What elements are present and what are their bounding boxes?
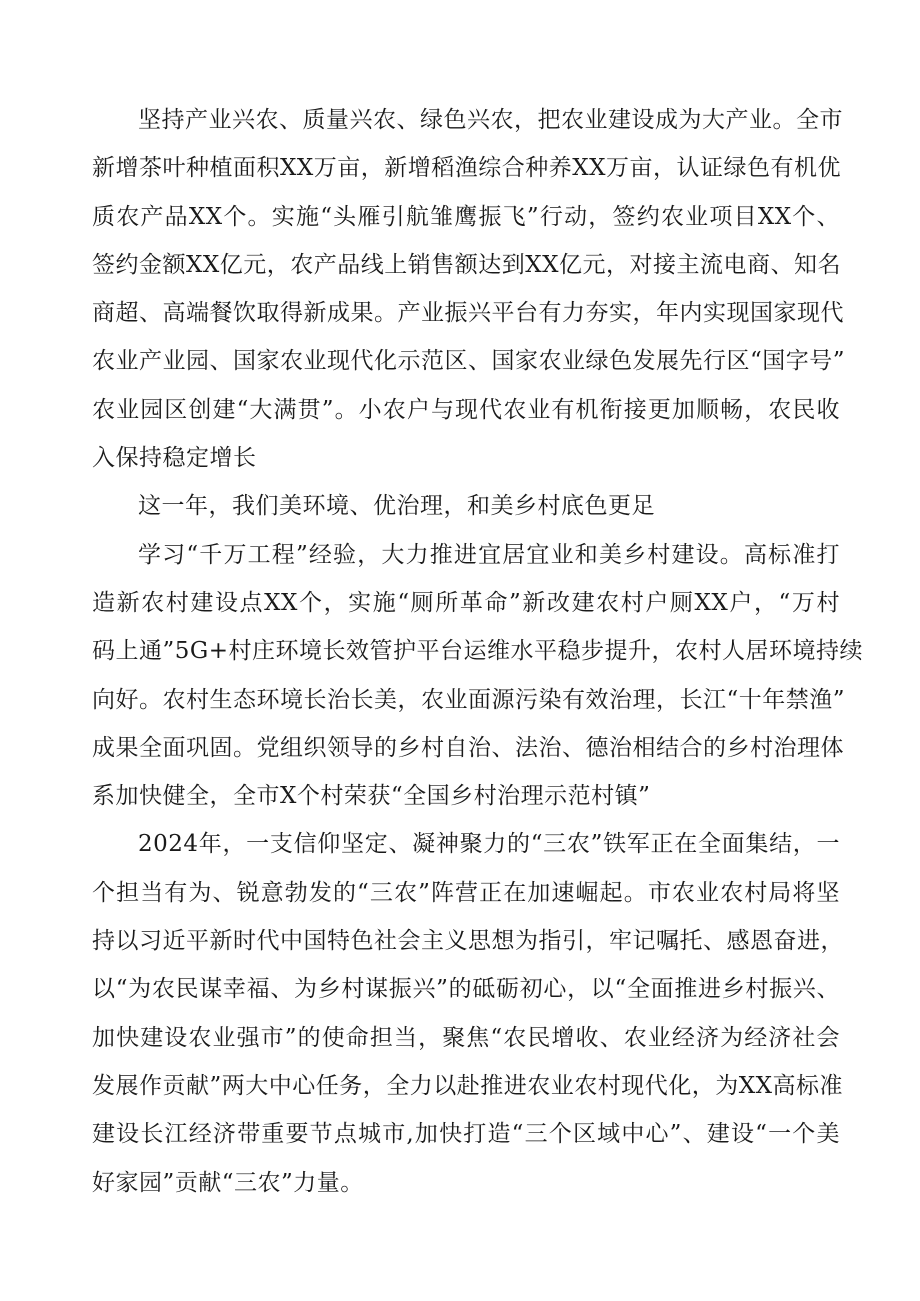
- text-line: 学习“千万工程”经验，大力推进宜居宜业和美乡村建设。高标准打: [138, 541, 840, 568]
- text-line: 个担当有为、锐意勃发的“三农”阵营正在加速崛起。市农业农村局将坚: [92, 879, 840, 906]
- text-line: 系加快健全，全市X个村荣获“全国乡村治理示范村镇”: [92, 783, 651, 810]
- section-heading: [92, 482, 840, 530]
- text-line: 好家园”贡献“三农”力量。: [92, 1169, 364, 1196]
- text-line: 新增茶叶种植面积XX万亩，新增稻渔综合种养XX万亩，认证绿色有机优: [92, 155, 841, 182]
- heading-line: 这一年，我们美环境、优治理，和美乡村底色更足: [138, 493, 655, 520]
- text-line: 商超、高端餐饮取得新成果。产业振兴平台有力夯实，年内实现国家现代: [92, 300, 844, 327]
- text-line: 码上通”5G+村庄环境长效管护平台运维水平稳步提升，农村人居环境持续: [92, 638, 864, 665]
- text-line: 质农产品XX个。实施“头雁引航雏鹰振飞”行动，签约农业项目XX个、: [92, 203, 840, 230]
- paragraph-environment: [92, 531, 864, 821]
- text-line: 成果全面巩固。党组织领导的乡村自治、法治、德治相结合的乡村治理体: [92, 734, 844, 761]
- text-line: 入保持稳定增长: [92, 445, 257, 472]
- text-line: 向好。农村生态环境长治长美，农业面源污染有效治理，长江“十年禁渔”: [92, 686, 846, 713]
- text-line: 坚持产业兴农、质量兴农、绿色兴农，把农业建设成为大产业。全市: [138, 107, 843, 133]
- paragraph-outlook: [92, 820, 844, 1206]
- text-line: 造新农村建设点XX个，实施“厕所革命”新改建农村户厕XX户，“万村: [92, 589, 840, 616]
- text-line: 农业产业园、国家农业现代化示范区、国家农业绿色发展先行区“国字号”: [92, 348, 846, 375]
- text-line: 发展作贡献”两大中心任务，全力以赴推进农业农村现代化，为XX高标准: [92, 1072, 844, 1099]
- text-line: 2024年，一支信仰坚定、凝神聚力的“三农”铁军正在全面集结，一: [138, 831, 840, 858]
- document-body: [92, 96, 864, 1207]
- text-line: 以“为农民谋幸福、为乡村谋振兴”的砥砺初心，以“全面推进乡村振兴、: [92, 976, 840, 1003]
- paragraph-industry: [92, 96, 846, 482]
- text-line: 加快建设农业强市”的使命担当，聚焦“农民增收、农业经济为经济社会: [92, 1024, 840, 1051]
- text-line: 建设长江经济带重要节点城市,加快打造“三个区域中心”、建设“一个美: [92, 1121, 840, 1148]
- text-line: 持以习近平新时代中国特色社会主义思想为指引，牢记嘱托、感恩奋进，: [92, 928, 844, 955]
- text-line: 农业园区创建“大满贯”。小农户与现代农业有机衔接更加顺畅，农民收: [92, 396, 840, 423]
- text-line: 签约金额XX亿元，农产品线上销售额达到XX亿元，对接主流电商、知名: [92, 251, 841, 278]
